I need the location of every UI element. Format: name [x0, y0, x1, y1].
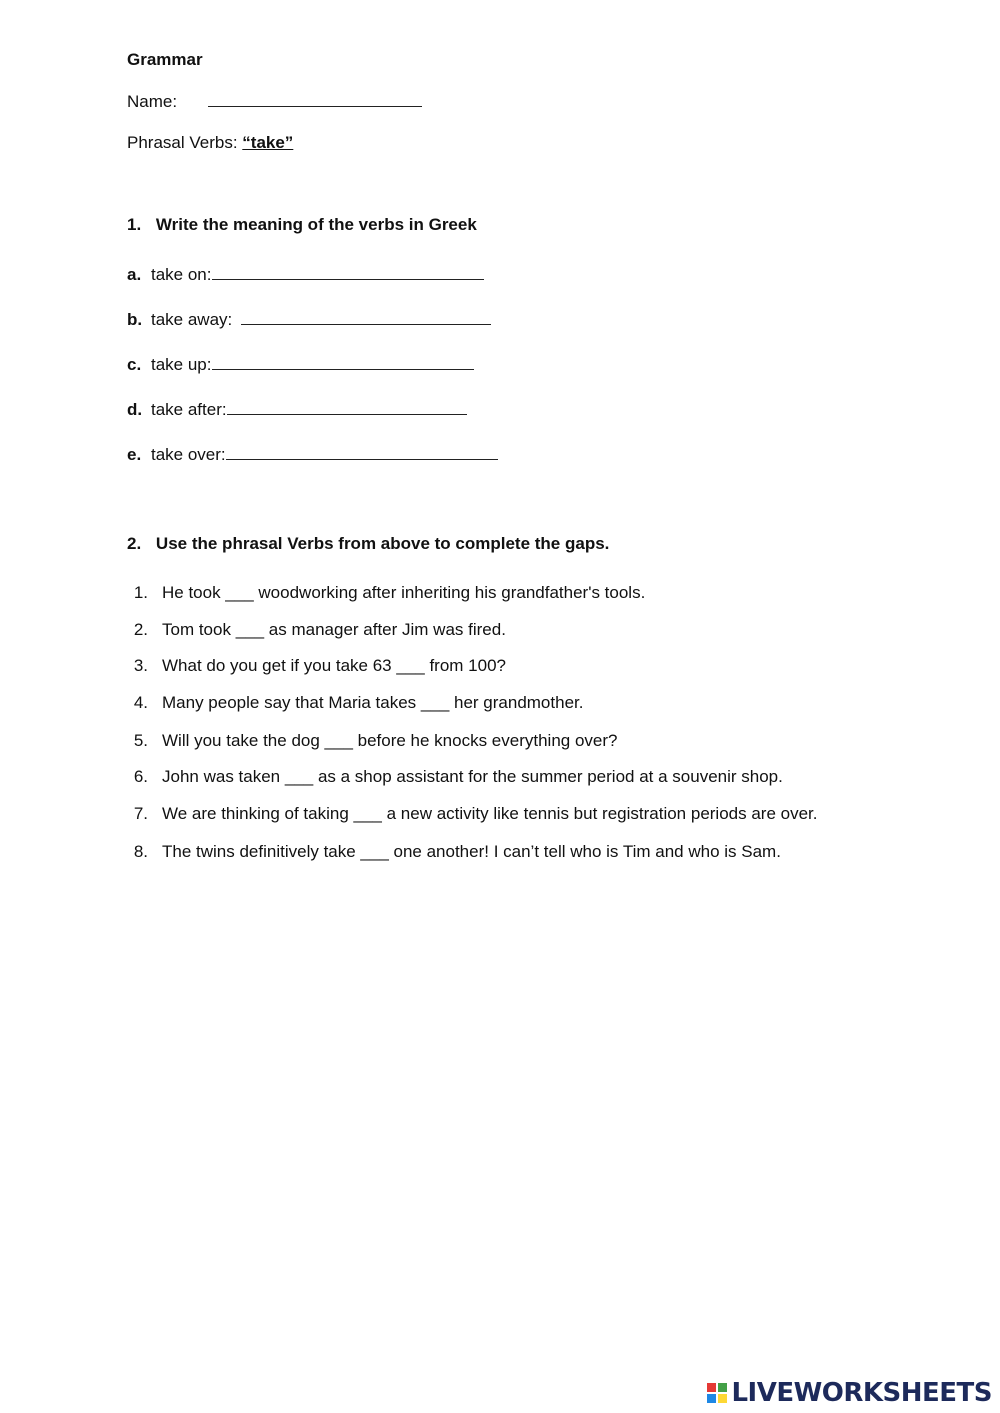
- name-row: [127, 92, 422, 112]
- name-blank-field[interactable]: [208, 92, 422, 107]
- answer-blank[interactable]: [227, 400, 467, 415]
- worksheet-title: Grammar: [127, 50, 203, 69]
- answer-blank[interactable]: [226, 445, 498, 460]
- answer-blank[interactable]: [212, 355, 474, 370]
- item-letter: a.: [127, 265, 142, 284]
- answer-blank[interactable]: [241, 310, 491, 325]
- item-letter: b.: [127, 310, 143, 329]
- item-label: take after:: [151, 400, 227, 419]
- sentence-text: Will you take the dog ___ before he knocks everything over?: [162, 731, 618, 750]
- gap-sentence-1: [126, 583, 645, 603]
- topic-prefix: Phrasal Verbs:: [127, 133, 243, 152]
- item-label: take up:: [151, 355, 212, 374]
- sentence-text: He took ___ woodworking after inheriting his grandfather's tools.: [162, 583, 646, 602]
- item-label: take on:: [151, 265, 212, 284]
- meaning-item-b: [127, 310, 491, 330]
- sentence-number: 8.: [133, 842, 148, 861]
- item-label: take away:: [151, 310, 237, 329]
- gap-sentence-5: [126, 731, 618, 751]
- item-letter: d.: [127, 400, 143, 419]
- sentence-number: 7.: [133, 804, 148, 823]
- item-letter: e.: [127, 445, 142, 464]
- sentence-text: What do you get if you take 63 ___ from 100?: [162, 656, 506, 675]
- gap-sentence-3: [126, 656, 506, 676]
- section2-heading: [127, 534, 609, 554]
- logo-text: LIVEWORKSHEETS: [731, 1378, 992, 1408]
- meaning-item-a: [127, 265, 484, 285]
- sentence-number: 4.: [133, 693, 148, 712]
- meaning-item-e: [127, 445, 498, 465]
- sentence-number: 5.: [133, 731, 148, 750]
- gap-sentence-8: [126, 842, 781, 862]
- sentence-number: 6.: [133, 767, 148, 786]
- logo-cubes-icon: [707, 1383, 727, 1403]
- topic-line: [127, 133, 293, 153]
- gap-sentence-7: [126, 804, 818, 824]
- item-letter: c.: [127, 355, 142, 374]
- section1-heading: [127, 215, 477, 235]
- answer-blank[interactable]: [212, 265, 484, 280]
- sentence-text: Tom took ___ as manager after Jim was fired.: [162, 620, 506, 639]
- sentence-number: 1.: [133, 583, 148, 602]
- sentence-text: John was taken ___ as a shop assistant for the summer period at a souvenir shop.: [162, 767, 783, 786]
- sentence-text: The twins definitively take ___ one another! I can’t tell who is Tim and who is Sam.: [162, 842, 781, 861]
- sentence-number: 3.: [133, 656, 148, 675]
- gap-sentence-6: [126, 767, 783, 787]
- section2-number: 2.: [127, 534, 142, 553]
- meaning-item-c: [127, 355, 474, 375]
- liveworksheets-logo: [707, 1379, 992, 1407]
- section1-heading-text: Write the meaning of the verbs in Greek: [155, 215, 477, 234]
- gap-sentence-2: [126, 620, 506, 640]
- topic-word: “take”: [242, 133, 294, 152]
- item-label: take over:: [151, 445, 226, 464]
- name-label: Name:: [127, 92, 178, 111]
- sentence-text: Many people say that Maria takes ___ her grandmother.: [162, 693, 584, 712]
- gap-sentence-4: [126, 693, 583, 713]
- section2-heading-text: Use the phrasal Verbs from above to complete the gaps.: [155, 534, 610, 553]
- meaning-item-d: [127, 400, 467, 420]
- sentence-text: We are thinking of taking ___ a new activity like tennis but registration periods are over.: [162, 804, 818, 823]
- section1-number: 1.: [127, 215, 142, 234]
- sentence-number: 2.: [133, 620, 148, 639]
